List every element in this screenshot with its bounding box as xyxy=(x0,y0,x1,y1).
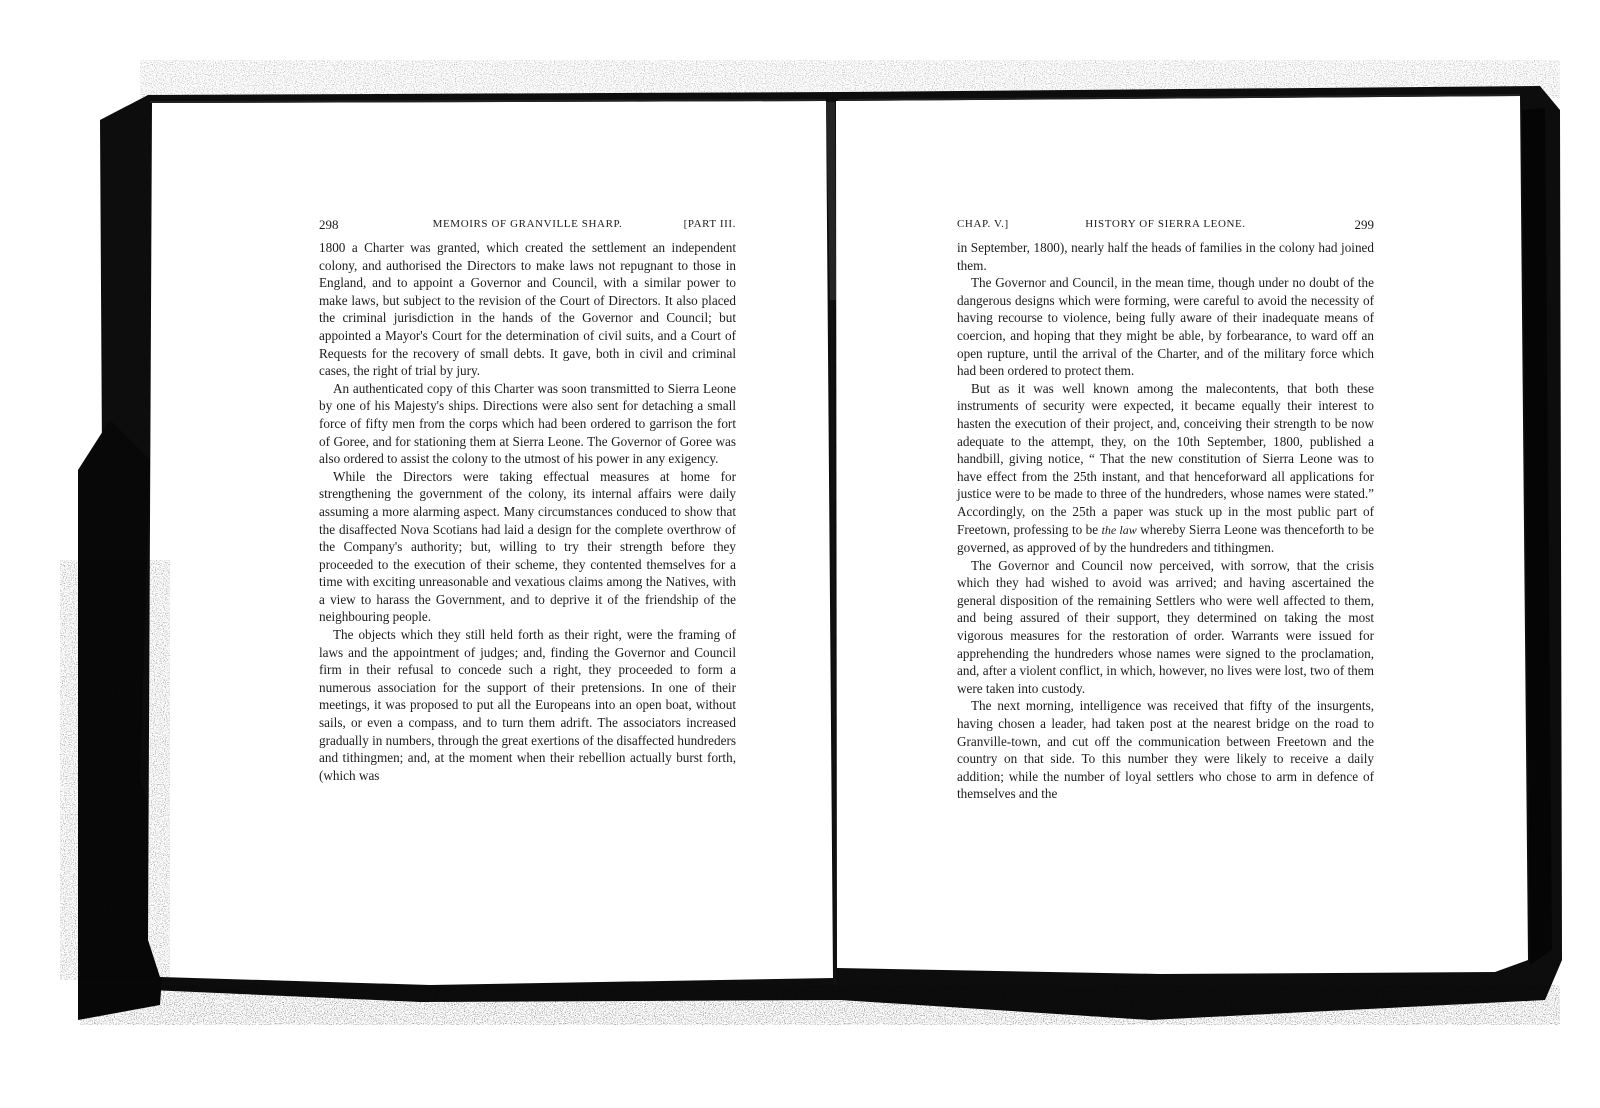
left-body-text xyxy=(319,239,736,784)
chapter-label: CHAP. V.] xyxy=(957,218,1009,230)
left-page xyxy=(319,218,736,784)
speckle-left xyxy=(60,560,170,980)
left-running-head xyxy=(319,218,736,236)
right-running-head xyxy=(957,218,1374,236)
italic-emphasis: the law xyxy=(1101,522,1137,537)
paragraph-text: whereby Sierra Leone was thenceforth to be governed, as approved of by the hundreders and tithingmen. xyxy=(957,521,1374,556)
running-title: MEMOIRS OF GRANVILLE SHARP. xyxy=(432,218,623,230)
paragraph: An authenticated copy of this Charter was soon transmitted to Sierra Leone by one of his Majesty's ships. Directions were also sent for detaching a small force of fifty men from the corps which had been ordered to garrison the fort of Goree, and for stationing them at Sierra Leone. The Governor of Goree was also ordered to assist the colony to the utmost of his power in any exigency. xyxy=(319,380,736,467)
paragraph: The Governor and Council, in the mean time, though under no doubt of the dangerous designs which were forming, were careful to avoid the necessity of having recourse to violence, being fully aware of their inadequate means of coercion, and hoping that they might be able, by forbearance, to ward off an open rupture, until the arrival of the Charter, and of the military force which had been ordered to protect them. xyxy=(957,275,1374,379)
paragraph: in September, 1800), nearly half the heads of families in the colony had joined them. xyxy=(957,240,1374,273)
right-body-text xyxy=(957,239,1374,803)
page-number: 299 xyxy=(1354,217,1374,232)
part-label: [PART III. xyxy=(683,218,736,230)
paragraph-text: But as it was well known among the malecontents, that both these instruments of security were expected, it became equally their interest to hasten the execution of their project, and, conceiving their strength to be now adequate to the attempt, they, on the 10th September, 1800, published a handbill, giving notice, “ That the new constitution of Sierra Leone was to have effect from the 25th instant, and that henceforward all applications for justice were to be made to three of the hundreders, whose names were stated.” Accordingly, on the 25th a paper was stuck up in the most public part of Freetown, professing to be xyxy=(957,380,1374,537)
running-title: HISTORY OF SIERRA LEONE. xyxy=(1085,218,1246,230)
speckle-bottom xyxy=(80,985,1560,1025)
paragraph: The Governor and Council now perceived, with sorrow, that the crisis which they had wished to avoid was arrived; and having ascertained the general disposition of the remaining Settlers who were well affected to them, and being assured of their support, they determined on taking the most vigorous measures for the restoration of order. Warrants were issued for apprehending the hundreders whose names were signed to the proclamation, and, after a violent conflict, in which, however, no lives were lost, two of them were taken into custody. xyxy=(957,557,1374,696)
paragraph: While the Directors were taking effectual measures at home for strengthening the government of the colony, its internal affairs were daily assuming a more alarming aspect. Many circumstances conduced to show that the disaffected Nova Scotians had laid a design for the complete overthrow of the Company's authority; but, willing to try their strength before they proceeded to the execution of their scheme, they contented themselves for a time with exciting unreasonable and vexatious claims among the Natives, with a view to harass the Government, and to deprive it of the friendship of the neighbouring people. xyxy=(319,468,736,625)
paragraph: The objects which they still held forth as their right, were the framing of laws and the appointment of judges; and, finding the Governor and Council firm in their refusal to concede such a right, they proceeded to form a numerous association for the support of their pretensions. In one of their meetings, it was proposed to put all the Europeans into an open boat, without sails, or even a compass, and to turn them adrift. The associators increased gradually in numbers, through the great exertions of the disaffected hundreders and tithingmen; and, at the moment when their rebellion actually burst forth, (which was xyxy=(319,627,736,783)
paragraph: 1800 a Charter was granted, which created the settlement an independent colony, and authorised the Directors to make laws not repugnant to those in England, and to appoint a Governor and Council, with a similar power to make laws, but subject to the revision of the Court of Directors. It also placed the criminal jurisdiction in the hands of the Governor and Council; but appointed a Mayor's Court for the determination of civil suits, and a Court of Requests for the recovery of small debts. It gave, both in civil and criminal cases, the right of trial by jury. xyxy=(319,240,736,379)
page-number: 298 xyxy=(319,217,339,232)
paragraph: The next morning, intelligence was received that fifty of the insurgents, having chosen a leader, had taken post at the nearest bridge on the road to Granville-town, and cut off the communication between Freetown and the country on that side. To this number they were likely to receive a daily addition; while the number of loyal settlers who chose to arm in defence of themselves and the xyxy=(957,698,1374,802)
paragraph xyxy=(957,380,1374,557)
right-page xyxy=(957,218,1374,803)
